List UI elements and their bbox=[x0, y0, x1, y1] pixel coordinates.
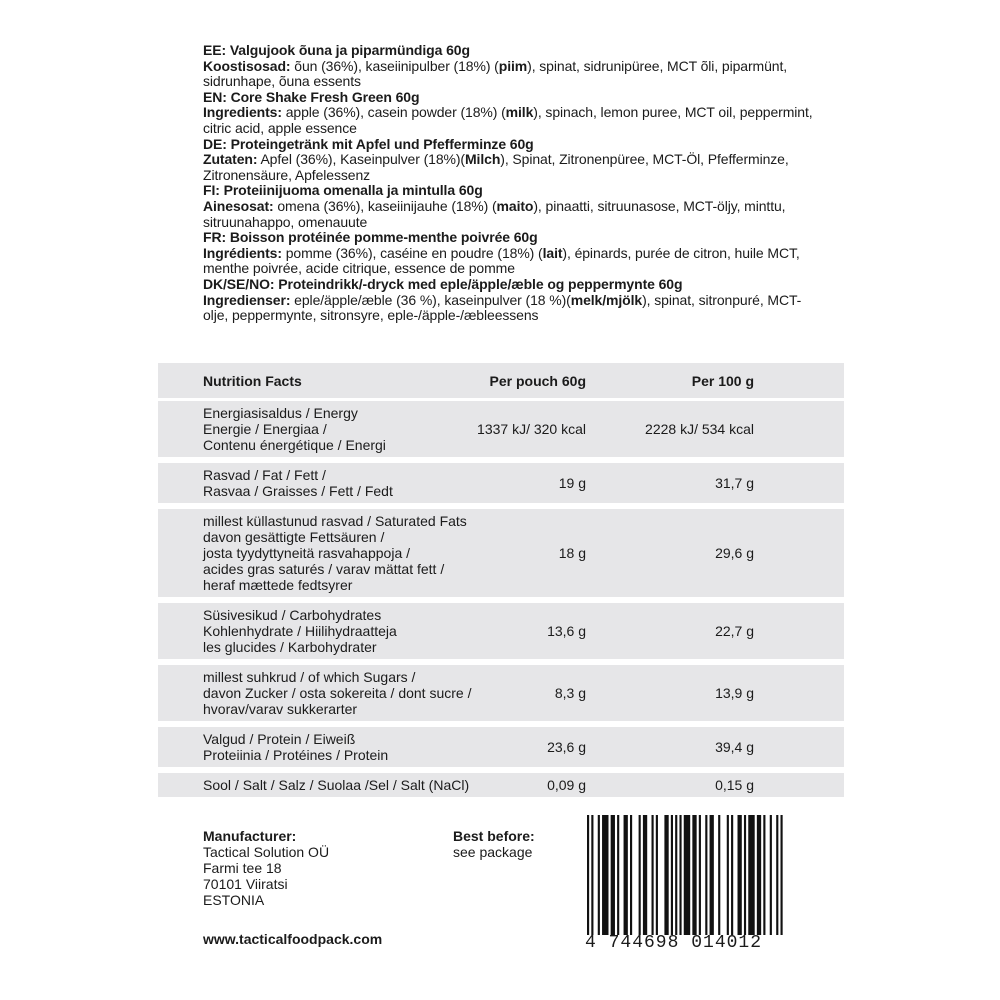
manufacturer-line: 70101 Viiratsi bbox=[203, 876, 288, 892]
barcode-bar bbox=[748, 815, 754, 935]
nutrient-name-line: heraf mættede fedtsyrer bbox=[203, 577, 353, 593]
barcode-bar bbox=[744, 815, 746, 935]
nutrient-name-line: Proteiinia / Protéines / Protein bbox=[203, 747, 389, 763]
en-allergen: milk bbox=[505, 104, 534, 121]
fi-allergen: maito bbox=[496, 197, 534, 214]
manufacturer-line: Tactical Solution OÜ bbox=[203, 844, 330, 860]
en-label: Ingredients: bbox=[203, 104, 282, 121]
ingredients-block bbox=[203, 43, 823, 324]
ee-label: Koostisosad: bbox=[203, 57, 291, 74]
barcode-bar bbox=[643, 815, 647, 935]
per-100g-value: 13,9 g bbox=[715, 685, 754, 701]
nutrient-name-line: Rasvaa / Graisses / Fett / Fedt bbox=[203, 483, 393, 499]
barcode-number: 4 744698 014012 bbox=[585, 933, 763, 953]
fr-text: pomme (36%), caséine en poudre (18%) ( bbox=[281, 244, 543, 261]
de-label: Zutaten: bbox=[203, 151, 258, 168]
manufacturer-line: ESTONIA bbox=[203, 892, 265, 908]
per-100g-value: 31,7 g bbox=[715, 475, 754, 491]
per-pouch-value: 18 g bbox=[558, 545, 586, 561]
barcode-bars bbox=[583, 815, 788, 935]
nutrient-name-line: Contenu énergétique / Energi bbox=[203, 437, 386, 453]
de-text-rest: ), Spinat, Zitronenpüree, MCT-Öl, Pfefferminze, Zitronensäure, Apfelessenz bbox=[203, 151, 789, 183]
nutrition-row bbox=[158, 509, 844, 597]
barcode-bar bbox=[776, 815, 778, 935]
dk-title: DK/SE/NO: Proteindrikk/-dryck med eple/äpple/æble og peppermynte 60g bbox=[203, 275, 683, 292]
nutrition-row bbox=[158, 463, 844, 503]
nutrient-name-line: Rasvad / Fat / Fett / bbox=[203, 467, 326, 483]
barcode-bar bbox=[598, 815, 600, 935]
barcode-bar bbox=[587, 815, 589, 935]
nutrition-table bbox=[158, 363, 844, 803]
nutrient-name-line: Sool / Salt / Salz / Suolaa /Sel / Salt (NaCl) bbox=[203, 777, 470, 793]
fr-title: FR: Boisson protéinée pomme-menthe poivrée 60g bbox=[203, 229, 538, 246]
nutrient-name bbox=[158, 669, 472, 717]
best-before-block bbox=[453, 828, 535, 860]
ee-text: õun (36%), kaseiinipulber (18%) ( bbox=[290, 57, 499, 74]
per-100g-value: 29,6 g bbox=[715, 545, 754, 561]
barcode-bar bbox=[781, 815, 783, 935]
barcode-bar bbox=[639, 815, 641, 935]
per-pouch-value: 1337 kJ/ 320 kcal bbox=[477, 421, 586, 437]
de-text: Apfel (36%), Kaseinpulver (18%)( bbox=[257, 151, 465, 168]
nutrient-name-line: Süsivesikud / Carbohydrates bbox=[203, 607, 382, 623]
nutrient-name bbox=[158, 777, 470, 793]
manufacturer-block bbox=[203, 828, 329, 908]
per-pouch-value: 8,3 g bbox=[554, 685, 586, 701]
nutrition-rows bbox=[158, 401, 844, 797]
dk-allergen: melk/mjölk bbox=[570, 291, 643, 308]
dk-text: eple/äpple/æble (36 %), kaseinpulver (18 %)( bbox=[290, 291, 571, 308]
fi-text-rest: ), pinaatti, sitruunasose, MCT-öljy, minttu, sitruunahappo, omenauute bbox=[203, 197, 786, 230]
barcode-bar bbox=[671, 815, 673, 935]
barcode-bar bbox=[656, 815, 658, 935]
barcode-bar bbox=[770, 815, 772, 935]
nutrient-name-line: Valgud / Protein / Eiweiß bbox=[203, 731, 356, 747]
barcode-bar bbox=[710, 815, 714, 935]
nutrient-name-line: hvorav/varav sukkerarter bbox=[203, 701, 358, 717]
nutrient-name-line: davon Zucker / osta sokereita / dont sucre / bbox=[203, 685, 472, 701]
en-title: EN: Core Shake Fresh Green 60g bbox=[203, 88, 420, 105]
barcode-bar bbox=[699, 815, 701, 935]
per-pouch-value: 13,6 g bbox=[547, 623, 586, 639]
barcode-bar bbox=[675, 815, 677, 935]
nutrition-row bbox=[158, 773, 844, 797]
barcode-bar bbox=[757, 815, 761, 935]
nutrient-name-line: millest suhkrud / of which Sugars / bbox=[203, 669, 416, 685]
nutrient-name-line: les glucides / Karbohydrater bbox=[203, 639, 377, 655]
fr-allergen: lait bbox=[542, 244, 563, 261]
barcode-bar bbox=[679, 815, 681, 935]
fi-title: FI: Proteiinijuoma omenalla ja mintulla 60g bbox=[203, 182, 483, 199]
nutrient-name bbox=[158, 607, 460, 655]
nutrient-name-line: acides gras saturés / varav mättat fett / bbox=[203, 561, 445, 577]
per-100g-value: 0,15 g bbox=[715, 777, 754, 793]
barcode-bar bbox=[727, 815, 729, 935]
nutrition-row bbox=[158, 603, 844, 659]
manufacturer-line: Farmi tee 18 bbox=[203, 860, 282, 876]
nutrient-name-line: Energie / Energiaa / bbox=[203, 421, 327, 437]
barcode-bar bbox=[591, 815, 593, 935]
barcode-bar bbox=[763, 815, 765, 935]
nutrition-header-per-100g: Per 100 g bbox=[691, 372, 754, 389]
per-100g-value: 22,7 g bbox=[715, 623, 754, 639]
per-100g-value: 2228 kJ/ 534 kcal bbox=[645, 421, 754, 437]
barcode-bar bbox=[652, 815, 654, 935]
per-100g-value: 39,4 g bbox=[715, 739, 754, 755]
per-pouch-value: 0,09 g bbox=[547, 777, 586, 793]
nutrient-name-line: Energiasisaldus / Energy bbox=[203, 405, 358, 421]
nutrition-row bbox=[158, 727, 844, 767]
de-allergen: Milch bbox=[465, 151, 501, 168]
best-before-label: Best before: bbox=[453, 828, 535, 844]
nutrient-name bbox=[158, 467, 460, 499]
barcode-bar bbox=[684, 815, 690, 935]
dk-label: Ingredienser: bbox=[203, 291, 291, 308]
best-before-value: see package bbox=[453, 844, 533, 860]
barcode-bar bbox=[617, 815, 619, 935]
barcode-bar bbox=[664, 815, 668, 935]
ee-allergen: piim bbox=[498, 57, 528, 74]
fi-text: omena (36%), kaseiinijauhe (18%) ( bbox=[273, 197, 497, 214]
barcode-bar bbox=[692, 815, 696, 935]
nutrient-name-line: millest küllastunud rasvad / Saturated Fats bbox=[203, 513, 467, 529]
per-pouch-value: 23,6 g bbox=[547, 739, 586, 755]
nutrition-row bbox=[158, 665, 844, 721]
nutrient-name bbox=[158, 731, 460, 763]
nutrient-name bbox=[158, 513, 467, 593]
de-title: DE: Proteingetränk mit Apfel und Pfefferminze 60g bbox=[203, 135, 534, 152]
barcode-bar bbox=[624, 815, 628, 935]
nutrition-header-label: Nutrition Facts bbox=[203, 372, 302, 389]
ee-title: EE: Valgujook õuna ja piparmündiga 60g bbox=[203, 42, 470, 58]
fi-label: Ainesosat: bbox=[203, 197, 274, 214]
barcode-bar bbox=[731, 815, 733, 935]
barcode-bar bbox=[630, 815, 632, 935]
manufacturer-label: Manufacturer: bbox=[203, 828, 297, 844]
fr-label: Ingrédients: bbox=[203, 244, 282, 261]
nutrition-header-per-pouch: Per pouch 60g bbox=[489, 372, 586, 389]
nutrient-name bbox=[158, 405, 460, 453]
en-text-rest: ), spinach, lemon puree, MCT oil, peppermint, citric acid, apple essence bbox=[203, 104, 813, 136]
barcode-bar bbox=[738, 815, 742, 935]
ee-text-rest: ), spinat, sidrunipüree, MCT õli, piparmünt, sidrunhape, õuna essents bbox=[203, 57, 788, 90]
per-pouch-value: 19 g bbox=[558, 475, 586, 491]
nutrition-row bbox=[158, 401, 844, 457]
dk-text-rest: ), spinat, sitronpuré, MCT-olje, peppermynte, sitronsyre, eple-/äpple-/æbleessens bbox=[203, 291, 802, 324]
barcode-bar bbox=[611, 815, 615, 935]
nutrient-name-line: Kohlenhydrate / Hiilihydraatteja bbox=[203, 623, 397, 639]
website-url: www.tacticalfoodpack.com bbox=[203, 931, 383, 947]
nutrition-header bbox=[158, 363, 844, 398]
barcode-bar bbox=[602, 815, 608, 935]
fr-text-rest: ), épinards, purée de citron, huile MCT, menthe poivrée, acide citrique, essence de pomme bbox=[203, 244, 800, 277]
barcode-bar bbox=[705, 815, 707, 935]
barcode-bar bbox=[718, 815, 720, 935]
en-text: apple (36%), casein powder (18%) ( bbox=[281, 104, 506, 121]
nutrient-name-line: josta tyydyttyneitä rasvahappoja / bbox=[203, 545, 411, 561]
nutrient-name-line: davon gesättigte Fettsäuren / bbox=[203, 529, 385, 545]
